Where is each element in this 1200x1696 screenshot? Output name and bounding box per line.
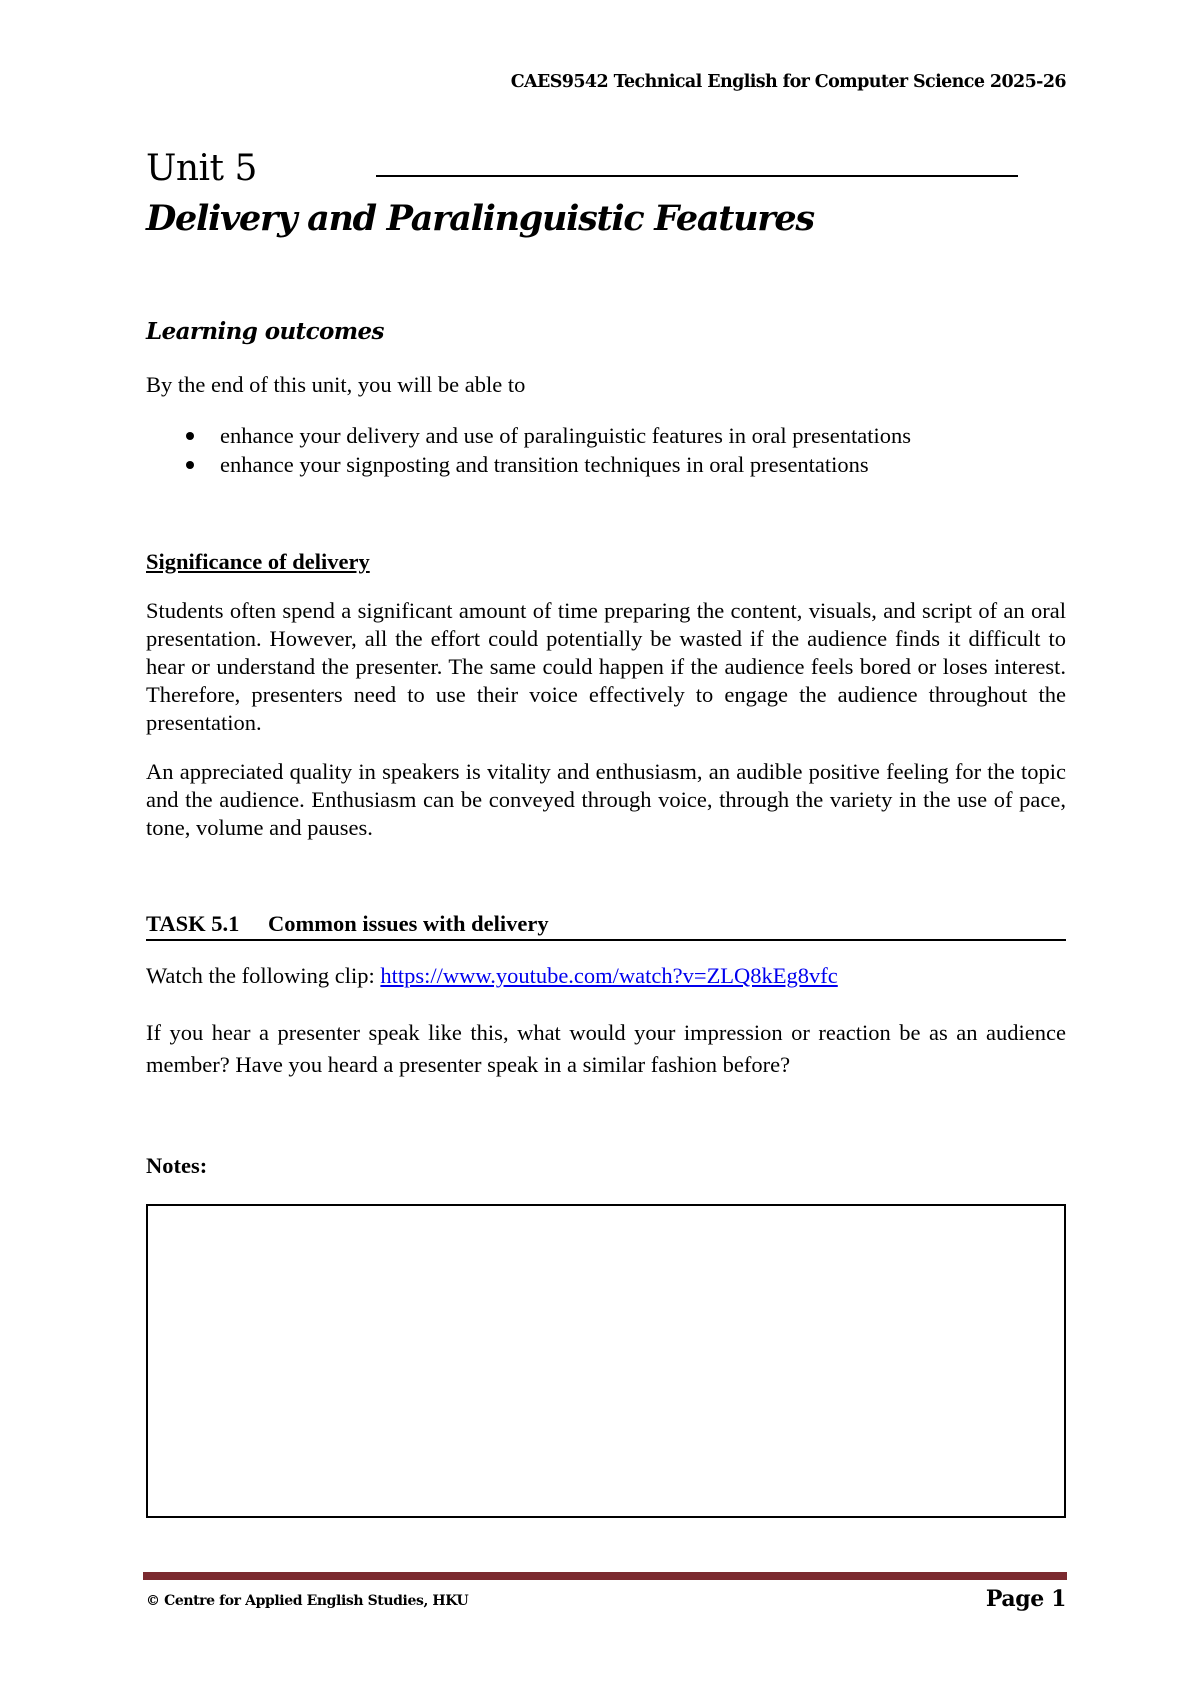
unit-number: Unit 5	[146, 148, 257, 189]
task-number: TASK 5.1	[146, 911, 240, 936]
task-heading	[146, 911, 1066, 941]
learning-outcomes-heading: Learning outcomes	[146, 318, 384, 345]
list-item	[146, 450, 911, 479]
significance-heading: Significance of delivery	[146, 549, 370, 574]
footer-rule	[143, 1572, 1067, 1580]
learning-outcomes-list	[146, 421, 911, 479]
task-title: Common issues with delivery	[268, 911, 549, 936]
unit-title-rule	[376, 175, 1018, 177]
watch-line	[146, 962, 838, 990]
notes-box[interactable]	[146, 1204, 1066, 1518]
list-item	[146, 421, 911, 450]
bullet-icon	[186, 432, 194, 440]
unit-title: Delivery and Paralinguistic Features	[146, 198, 814, 239]
header-course-title: CAES9542 Technical English for Computer Science 2025-26	[510, 72, 1066, 92]
bullet-icon	[186, 461, 194, 469]
list-item-text: enhance your delivery and use of paralinguistic features in oral presentations	[220, 423, 911, 448]
task-question: If you hear a presenter speak like this, what would your impression or reaction be as an audience member? Have you heard a presenter speak in a similar fashion before?	[146, 1020, 1066, 1077]
significance-paragraph-1: Students often spend a significant amount of time preparing the content, visuals, and script of an oral presentation. However, all the effort could potentially be wasted if the audience finds it difficult to hear or understand the presenter. The same could happen if the audience feels bored or loses interest. Therefore, presenters need to use their voice effectively to engage the audience throughout the presentation.	[146, 598, 1066, 735]
youtube-link[interactable]: https://www.youtube.com/watch?v=ZLQ8kEg8vfc	[380, 963, 838, 988]
watch-prefix: Watch the following clip:	[146, 963, 381, 988]
significance-paragraph-2: An appreciated quality in speakers is vitality and enthusiasm, an audible positive feeling for the topic and the audience. Enthusiasm can be conveyed through voice, through the variety in the use of pace, tone, volume and pauses.	[146, 759, 1066, 840]
learning-outcomes-intro: By the end of this unit, you will be able to	[146, 372, 526, 397]
footer-copyright: © Centre for Applied English Studies, HKU	[146, 1593, 469, 1609]
list-item-text: enhance your signposting and transition techniques in oral presentations	[220, 452, 869, 477]
page-number: Page 1	[985, 1586, 1066, 1612]
notes-label: Notes:	[146, 1153, 208, 1178]
